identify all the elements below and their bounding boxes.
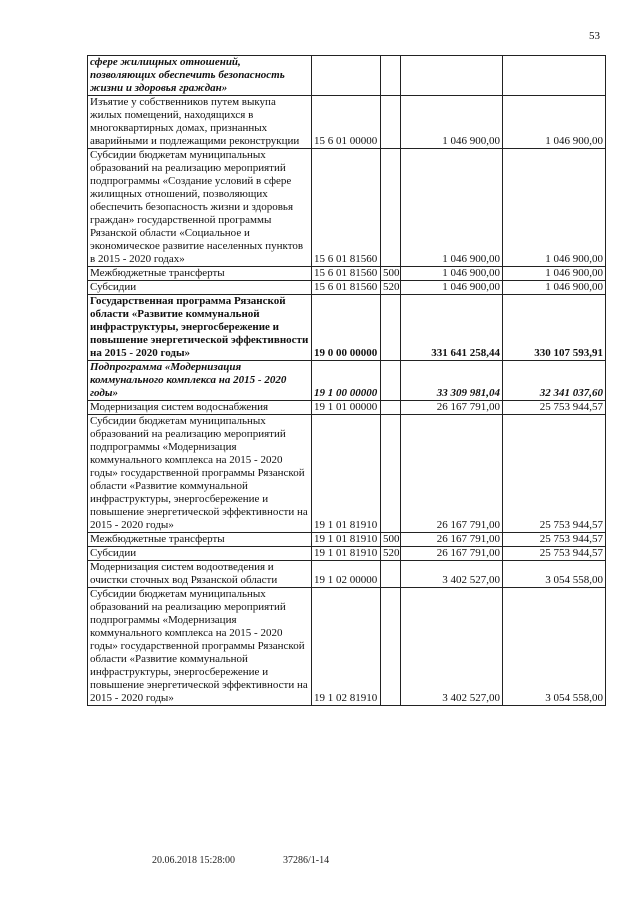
- cell-name: Межбюджетные трансферты: [88, 267, 312, 281]
- table-row: [88, 401, 606, 415]
- cell-name: Подпрограмма «Модернизация коммунального комплекса на 2015 - 2020 годы»: [88, 361, 312, 401]
- cell-code: 15 6 01 81560: [312, 149, 381, 267]
- cell-code: 15 6 01 81560: [312, 281, 381, 295]
- cell-vr: [381, 401, 401, 415]
- cell-amount-1: 1 046 900,00: [401, 96, 503, 149]
- table-row: [88, 295, 606, 361]
- cell-amount-1: 26 167 791,00: [401, 533, 503, 547]
- cell-vr: 500: [381, 533, 401, 547]
- cell-code: 19 1 02 81910: [312, 588, 381, 706]
- cell-code: 19 1 01 81910: [312, 533, 381, 547]
- cell-amount-1: 1 046 900,00: [401, 281, 503, 295]
- cell-amount-2: 25 753 944,57: [503, 547, 606, 561]
- table-row: [88, 561, 606, 588]
- cell-vr: [381, 361, 401, 401]
- cell-name: Межбюджетные трансферты: [88, 533, 312, 547]
- cell-amount-2: 1 046 900,00: [503, 96, 606, 149]
- cell-name: сфере жилищных отношений, позволяющих обеспечить безопасность жизни и здоровья граждан»: [88, 56, 312, 96]
- cell-code: 15 6 01 81560: [312, 267, 381, 281]
- cell-amount-2: 3 054 558,00: [503, 561, 606, 588]
- cell-amount-2: 3 054 558,00: [503, 588, 606, 706]
- cell-code: 19 1 01 81910: [312, 547, 381, 561]
- budget-table: [87, 55, 606, 706]
- cell-amount-1: 33 309 981,04: [401, 361, 503, 401]
- table-row: [88, 415, 606, 533]
- footer-date: 20.06.2018 15:28:00: [152, 855, 236, 866]
- page-number: 53: [589, 30, 600, 42]
- table-row: [88, 547, 606, 561]
- cell-name: Субсидии: [88, 547, 312, 561]
- cell-vr: 520: [381, 547, 401, 561]
- cell-amount-2: 1 046 900,00: [503, 281, 606, 295]
- table-row: [88, 96, 606, 149]
- cell-vr: [381, 56, 401, 96]
- cell-vr: 500: [381, 267, 401, 281]
- table-row: [88, 588, 606, 706]
- cell-code: 19 1 01 00000: [312, 401, 381, 415]
- cell-name: Модернизация систем водоснабжения: [88, 401, 312, 415]
- footer-doc-id: 37286/1-14: [283, 855, 330, 866]
- cell-amount-1: [401, 56, 503, 96]
- cell-code: 19 1 00 00000: [312, 361, 381, 401]
- cell-name: Субсидии: [88, 281, 312, 295]
- cell-code: 19 0 00 00000: [312, 295, 381, 361]
- cell-name: Субсидии бюджетам муниципальных образований на реализацию мероприятий подпрограммы «Создание условий в сфере жилищных отношений, позволяющих обеспечить безопасность жизни и здоровья граждан» государственной программы Рязанской области «Социальное и экономическое развитие населенных пунктов в 2015 - 2020 годах»: [88, 149, 312, 267]
- table-row: [88, 149, 606, 267]
- cell-amount-2: 25 753 944,57: [503, 401, 606, 415]
- cell-amount-1: 3 402 527,00: [401, 561, 503, 588]
- budget-table-body: [88, 56, 606, 706]
- cell-code: [312, 56, 381, 96]
- cell-vr: [381, 149, 401, 267]
- cell-amount-2: 32 341 037,60: [503, 361, 606, 401]
- table-row: [88, 533, 606, 547]
- cell-amount-2: [503, 56, 606, 96]
- cell-name: Модернизация систем водоотведения и очистки сточных вод Рязанской области: [88, 561, 312, 588]
- table-row: [88, 56, 606, 96]
- cell-code: 15 6 01 00000: [312, 96, 381, 149]
- cell-vr: [381, 295, 401, 361]
- cell-amount-2: 25 753 944,57: [503, 415, 606, 533]
- cell-amount-1: 26 167 791,00: [401, 401, 503, 415]
- cell-amount-1: 1 046 900,00: [401, 149, 503, 267]
- cell-vr: [381, 588, 401, 706]
- cell-amount-1: 3 402 527,00: [401, 588, 503, 706]
- cell-amount-1: 1 046 900,00: [401, 267, 503, 281]
- cell-amount-2: 330 107 593,91: [503, 295, 606, 361]
- cell-amount-1: 331 641 258,44: [401, 295, 503, 361]
- cell-name: Субсидии бюджетам муниципальных образований на реализацию мероприятий подпрограммы «Модернизация коммунального комплекса на 2015 - 2020 годы» государственной программы Рязанской области «Развитие коммунальной инфраструктуры, энергосбережение и повышение энергетической эффективности на 2015 - 2020 годы»: [88, 415, 312, 533]
- cell-vr: [381, 561, 401, 588]
- cell-vr: 520: [381, 281, 401, 295]
- cell-amount-2: 25 753 944,57: [503, 533, 606, 547]
- cell-amount-1: 26 167 791,00: [401, 547, 503, 561]
- cell-amount-2: 1 046 900,00: [503, 149, 606, 267]
- cell-amount-2: 1 046 900,00: [503, 267, 606, 281]
- cell-code: 19 1 02 00000: [312, 561, 381, 588]
- cell-name: Субсидии бюджетам муниципальных образований на реализацию мероприятий подпрограммы «Модернизация коммунального комплекса на 2015 - 2020 годы» государственной программы Рязанской области «Развитие коммунальной инфраструктуры, энергосбережение и повышение энергетической эффективности на 2015 - 2020 годы»: [88, 588, 312, 706]
- cell-code: 19 1 01 81910: [312, 415, 381, 533]
- table-row: [88, 281, 606, 295]
- cell-name: Государственная программа Рязанской области «Развитие коммунальной инфраструктуры, энергосбережение и повышение энергетической эффективности на 2015 - 2020 годы»: [88, 295, 312, 361]
- table-row: [88, 361, 606, 401]
- cell-vr: [381, 96, 401, 149]
- cell-amount-1: 26 167 791,00: [401, 415, 503, 533]
- cell-name: Изъятие у собственников путем выкупа жилых помещений, находящихся в многоквартирных домах, признанных аварийными и подлежащими реконструкции: [88, 96, 312, 149]
- cell-vr: [381, 415, 401, 533]
- table-row: [88, 267, 606, 281]
